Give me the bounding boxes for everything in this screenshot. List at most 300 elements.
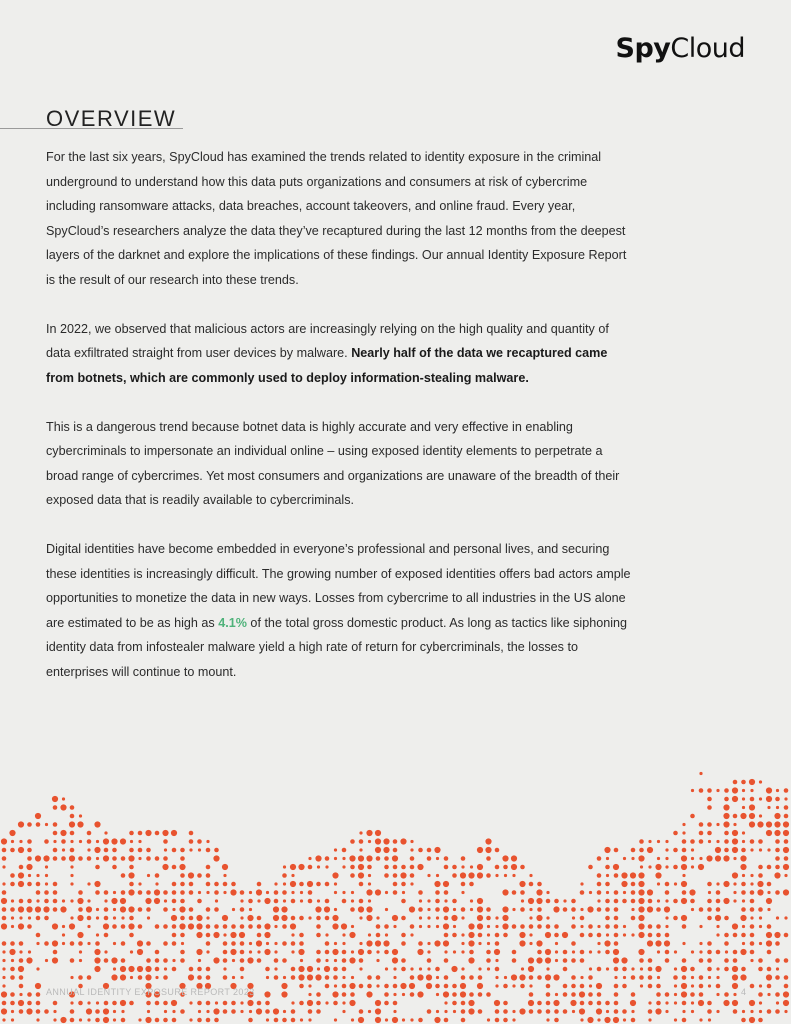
decorative-dot: [546, 1018, 549, 1021]
decorative-dot: [96, 1001, 99, 1004]
decorative-dot: [503, 933, 508, 938]
decorative-dot: [486, 907, 491, 912]
decorative-dot: [78, 975, 83, 980]
decorative-dot: [121, 873, 126, 878]
decorative-dot: [198, 891, 201, 894]
decorative-dot: [732, 974, 738, 980]
decorative-dot: [486, 992, 491, 997]
decorative-dot: [300, 959, 303, 962]
decorative-dot: [716, 890, 721, 895]
decorative-dot: [733, 857, 736, 860]
decorative-dot: [36, 890, 41, 895]
decorative-dot: [614, 873, 619, 878]
decorative-dot: [452, 865, 457, 870]
decorative-dot: [315, 974, 321, 980]
decorative-dot: [128, 923, 134, 929]
decorative-dot: [367, 950, 372, 955]
decorative-dot: [587, 906, 593, 912]
paragraph-4-before: Digital identities have become embedded in everyone’s professional and personal lives, and securing these identities is increasingly difficult. The growing number of exposed identities offers bad actors ample opportunities to monetize the data in new ways. Losses from cybercrime to all industries in the US alone are estimated to be as high as: [46, 542, 631, 630]
decorative-dot: [519, 881, 525, 887]
decorative-dot: [10, 975, 15, 980]
decorative-dot: [774, 932, 780, 938]
decorative-dot: [681, 966, 687, 972]
decorative-dot: [477, 915, 483, 921]
decorative-dot: [648, 899, 653, 904]
decorative-dot: [138, 848, 143, 853]
decorative-dot: [485, 838, 491, 844]
decorative-dot: [375, 847, 381, 853]
decorative-dot: [665, 925, 668, 928]
decorative-dot: [358, 864, 364, 870]
decorative-dot: [580, 925, 583, 928]
decorative-dot: [290, 923, 296, 929]
decorative-dot: [436, 874, 439, 877]
decorative-dot: [401, 933, 406, 938]
decorative-dot: [19, 958, 24, 963]
decorative-dot: [502, 923, 508, 929]
decorative-dot: [231, 941, 236, 946]
decorative-dot: [665, 916, 668, 919]
decorative-dot: [571, 899, 576, 904]
decorative-dot: [648, 975, 653, 980]
decorative-dot: [716, 899, 721, 904]
decorative-dot: [70, 865, 73, 868]
decorative-dot: [546, 899, 551, 904]
decorative-dot: [384, 856, 389, 861]
decorative-dot: [750, 984, 755, 989]
decorative-dot: [359, 942, 362, 945]
decorative-dot: [554, 924, 559, 929]
decorative-dot: [77, 932, 83, 938]
decorative-dot: [112, 1001, 117, 1006]
decorative-dot: [495, 967, 500, 972]
decorative-dot: [155, 950, 160, 955]
decorative-dot: [417, 974, 423, 980]
decorative-dot: [495, 959, 498, 962]
decorative-dot: [571, 975, 576, 980]
decorative-dot: [87, 975, 92, 980]
decorative-dot: [495, 848, 500, 853]
decorative-dot: [155, 831, 160, 836]
decorative-dot: [597, 873, 602, 878]
decorative-dot: [172, 924, 177, 929]
decorative-dot: [631, 992, 636, 997]
decorative-dot: [732, 983, 738, 989]
decorative-dot: [87, 882, 90, 885]
decorative-dot: [70, 1001, 73, 1004]
decorative-dot: [536, 957, 542, 963]
logo-bold-part: Spy: [615, 33, 671, 64]
decorative-dot: [26, 1008, 32, 1014]
decorative-dot: [155, 873, 160, 878]
decorative-dot: [104, 831, 107, 834]
decorative-dot: [699, 831, 704, 836]
decorative-dot: [213, 855, 219, 861]
decorative-dot: [359, 967, 362, 970]
decorative-dot: [749, 821, 755, 827]
decorative-dot: [520, 924, 525, 929]
decorative-dot: [308, 916, 311, 919]
decorative-dot: [375, 1008, 381, 1014]
decorative-dot: [189, 967, 194, 972]
decorative-dot: [708, 840, 711, 843]
decorative-dot: [724, 831, 729, 836]
decorative-dot: [96, 916, 99, 919]
decorative-dot: [529, 908, 532, 911]
decorative-dot: [325, 865, 328, 868]
decorative-dot: [759, 797, 762, 800]
decorative-dot: [384, 1001, 389, 1006]
decorative-dot: [614, 924, 619, 929]
decorative-dot: [163, 958, 168, 963]
decorative-dot: [597, 967, 602, 972]
decorative-dot: [197, 975, 202, 980]
decorative-dot: [502, 855, 508, 861]
decorative-dot: [11, 959, 14, 962]
decorative-dot: [716, 933, 719, 936]
decorative-dot: [112, 848, 117, 853]
decorative-dot: [214, 848, 219, 853]
decorative-dot: [384, 873, 389, 878]
decorative-dot: [104, 958, 109, 963]
decorative-dot: [546, 924, 551, 929]
decorative-dot: [138, 831, 143, 836]
decorative-dot: [196, 932, 202, 938]
decorative-dot: [27, 924, 32, 929]
decorative-dot: [180, 882, 185, 887]
decorative-dot: [299, 984, 304, 989]
decorative-dot: [775, 865, 780, 870]
decorative-dot: [733, 780, 738, 785]
decorative-dot: [342, 958, 347, 963]
decorative-dot: [444, 1010, 447, 1013]
decorative-dot: [10, 941, 15, 946]
decorative-dot: [256, 1008, 262, 1014]
decorative-dot: [453, 950, 456, 953]
decorative-dot: [486, 856, 491, 861]
logo-light-part: Cloud: [670, 33, 745, 64]
decorative-dot: [784, 874, 787, 877]
decorative-dot: [11, 1010, 14, 1013]
decorative-dot: [750, 916, 753, 919]
decorative-dot: [291, 950, 294, 953]
decorative-dot: [120, 974, 126, 980]
decorative-dot: [733, 882, 736, 885]
decorative-dot: [435, 984, 440, 989]
decorative-dot: [155, 1018, 160, 1023]
decorative-dot: [596, 983, 602, 989]
decorative-dot: [750, 874, 753, 877]
decorative-dot: [172, 908, 175, 911]
decorative-dot: [95, 890, 100, 895]
decorative-dot: [104, 848, 109, 853]
decorative-dot: [27, 1001, 32, 1006]
decorative-dot: [137, 940, 143, 946]
decorative-dot: [767, 865, 772, 870]
decorative-dot: [639, 958, 644, 963]
decorative-dot: [486, 950, 491, 955]
decorative-dot: [138, 840, 141, 843]
decorative-dot: [240, 1001, 243, 1004]
decorative-dot: [239, 932, 245, 938]
paragraph-4: [46, 537, 631, 684]
decorative-dot: [333, 975, 338, 980]
decorative-dot: [384, 992, 389, 997]
decorative-dot: [767, 848, 770, 851]
decorative-dot: [376, 924, 381, 929]
decorative-dot: [206, 1010, 209, 1013]
decorative-dot: [606, 1010, 609, 1013]
decorative-dot: [460, 991, 466, 997]
decorative-dot: [657, 976, 660, 979]
decorative-dot: [528, 898, 534, 904]
decorative-dot: [214, 907, 219, 912]
decorative-dot: [316, 958, 321, 963]
decorative-dot: [103, 855, 109, 861]
decorative-dot: [546, 984, 551, 989]
decorative-dot: [444, 958, 449, 963]
decorative-dot: [775, 848, 780, 853]
decorative-dot: [614, 907, 619, 912]
decorative-dot: [468, 1008, 474, 1014]
decorative-dot: [766, 787, 772, 793]
decorative-dot: [451, 915, 457, 921]
decorative-dot: [368, 899, 371, 902]
decorative-dot: [436, 976, 439, 979]
decorative-dot: [240, 907, 245, 912]
decorative-dot: [691, 865, 694, 868]
decorative-dot: [129, 1001, 134, 1006]
decorative-dot: [681, 983, 687, 989]
decorative-dot: [691, 976, 694, 979]
decorative-dot: [257, 1001, 262, 1006]
decorative-dot: [512, 1018, 515, 1021]
decorative-dot: [206, 873, 211, 878]
decorative-dot: [673, 916, 678, 921]
decorative-dot: [164, 1010, 167, 1013]
decorative-dot: [656, 1001, 661, 1006]
decorative-dot: [529, 992, 534, 997]
decorative-dot: [128, 855, 134, 861]
decorative-dot: [436, 857, 439, 860]
decorative-dot: [656, 933, 661, 938]
decorative-dot: [35, 906, 41, 912]
decorative-dot: [215, 899, 218, 902]
decorative-dot: [640, 967, 643, 970]
decorative-dot: [283, 899, 286, 902]
decorative-dot: [622, 984, 627, 989]
decorative-dot: [511, 864, 517, 870]
decorative-dot: [648, 1009, 653, 1014]
decorative-dot: [767, 924, 772, 929]
decorative-dot: [401, 958, 406, 963]
decorative-dot: [163, 1001, 168, 1006]
decorative-dot: [120, 906, 126, 912]
decorative-dot: [316, 950, 321, 955]
decorative-dot: [393, 1010, 396, 1013]
decorative-dot: [359, 984, 364, 989]
decorative-dot: [410, 856, 415, 861]
decorative-dot: [477, 983, 483, 989]
decorative-dot: [96, 857, 99, 860]
decorative-dot: [104, 907, 109, 912]
decorative-dot: [759, 780, 762, 783]
decorative-dot: [689, 889, 695, 895]
decorative-dot: [638, 855, 644, 861]
decorative-dot: [401, 882, 406, 887]
decorative-dot: [61, 839, 66, 844]
decorative-dot: [528, 966, 534, 972]
decorative-dot: [757, 889, 763, 895]
decorative-dot: [478, 975, 483, 980]
decorative-dot: [146, 941, 151, 946]
decorative-dot: [766, 974, 772, 980]
decorative-dot: [291, 975, 296, 980]
decorative-dot: [461, 967, 464, 970]
decorative-dot: [759, 942, 762, 945]
decorative-dot: [563, 992, 568, 997]
decorative-dot: [434, 940, 440, 946]
decorative-dot: [716, 789, 719, 792]
decorative-dot: [2, 882, 5, 885]
decorative-dot: [206, 941, 211, 946]
decorative-dot: [555, 959, 558, 962]
decorative-dot: [324, 966, 330, 972]
decorative-dot: [206, 975, 211, 980]
decorative-dot: [291, 967, 296, 972]
decorative-dot: [699, 958, 704, 963]
decorative-dot: [750, 959, 753, 962]
decorative-dot: [333, 967, 338, 972]
decorative-dot: [691, 789, 694, 792]
decorative-dot: [613, 957, 619, 963]
decorative-dot: [154, 898, 160, 904]
decorative-dot: [53, 856, 58, 861]
decorative-dot: [553, 1000, 559, 1006]
decorative-dot: [248, 899, 253, 904]
decorative-dot: [740, 864, 746, 870]
decorative-dot: [129, 916, 134, 921]
decorative-dot: [53, 831, 58, 836]
decorative-dot: [606, 933, 609, 936]
decorative-dot: [350, 865, 355, 870]
decorative-dot: [274, 899, 279, 904]
decorative-dot: [758, 873, 763, 878]
decorative-dot: [180, 848, 185, 853]
decorative-dot: [546, 967, 549, 970]
paragraph-1: [46, 145, 631, 292]
decorative-dot: [27, 899, 32, 904]
decorative-dot: [35, 983, 41, 989]
decorative-dot: [571, 984, 576, 989]
decorative-dot: [605, 950, 610, 955]
decorative-dot: [461, 916, 464, 919]
decorative-dot: [470, 908, 473, 911]
decorative-dot: [248, 924, 253, 929]
decorative-dot: [53, 840, 56, 843]
decorative-dot: [376, 916, 379, 919]
decorative-dot: [121, 958, 126, 963]
decorative-dot: [155, 856, 160, 861]
decorative-dot: [27, 822, 32, 827]
decorative-dot: [163, 839, 168, 844]
decorative-dot: [570, 1000, 576, 1006]
decorative-dot: [240, 916, 243, 919]
decorative-dot: [180, 890, 185, 895]
decorative-dot: [19, 941, 24, 946]
decorative-dot: [589, 891, 592, 894]
decorative-dot: [111, 957, 117, 963]
decorative-dot: [264, 991, 270, 997]
decorative-dot: [783, 830, 789, 836]
decorative-dot: [682, 831, 685, 834]
decorative-dot: [707, 788, 712, 793]
decorative-dot: [631, 1018, 636, 1023]
decorative-dot: [308, 1009, 313, 1014]
decorative-dot: [300, 1018, 303, 1021]
decorative-dot: [444, 984, 449, 989]
decorative-dot: [436, 1010, 439, 1013]
decorative-dot: [707, 805, 712, 810]
decorative-dot: [112, 865, 117, 870]
decorative-dot: [179, 923, 185, 929]
decorative-dot: [639, 839, 644, 844]
decorative-dot: [298, 864, 304, 870]
decorative-dot: [486, 916, 491, 921]
decorative-dot: [588, 975, 593, 980]
decorative-dot: [87, 916, 92, 921]
decorative-dot: [487, 967, 490, 970]
decorative-dot: [266, 891, 269, 894]
decorative-dot: [9, 949, 15, 955]
decorative-dot: [580, 984, 585, 989]
decorative-dot: [588, 933, 593, 938]
decorative-dot: [121, 1018, 126, 1023]
decorative-dot: [334, 908, 337, 911]
decorative-dot: [665, 857, 668, 860]
decorative-dot: [699, 822, 704, 827]
decorative-dot: [349, 957, 355, 963]
decorative-dot: [334, 848, 337, 851]
decorative-dot: [121, 924, 126, 929]
decorative-dot: [359, 916, 362, 919]
decorative-dot: [707, 941, 712, 946]
decorative-dot: [758, 907, 763, 912]
decorative-dot: [742, 874, 745, 877]
decorative-dot: [503, 865, 508, 870]
decorative-dot: [461, 950, 464, 953]
decorative-dot: [120, 1000, 126, 1006]
decorative-dot: [750, 789, 753, 792]
decorative-dot: [283, 882, 286, 885]
decorative-dot: [536, 898, 542, 904]
decorative-dot: [740, 915, 746, 921]
decorative-dot: [716, 950, 721, 955]
decorative-dot: [79, 959, 82, 962]
decorative-dot: [198, 1010, 201, 1013]
decorative-dot: [504, 874, 507, 877]
decorative-dot: [26, 957, 32, 963]
decorative-dot: [673, 975, 678, 980]
decorative-dot: [410, 873, 415, 878]
decorative-dot: [503, 1018, 508, 1023]
decorative-dot: [469, 882, 474, 887]
decorative-dot: [418, 1018, 423, 1023]
decorative-dot: [410, 975, 415, 980]
decorative-dot: [147, 874, 150, 877]
decorative-dot: [511, 855, 517, 861]
decorative-dot: [716, 976, 719, 979]
